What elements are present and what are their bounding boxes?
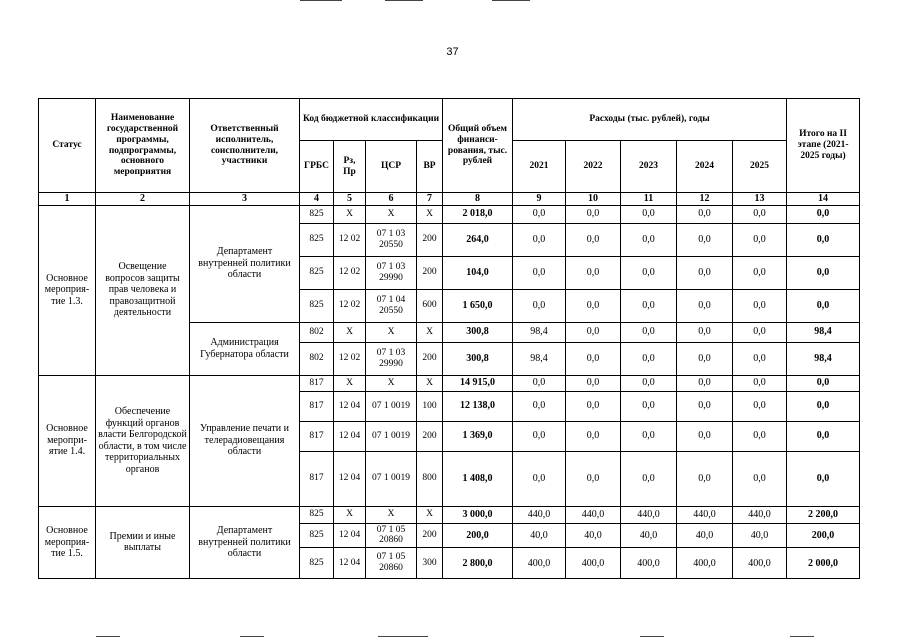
cell-year-2023: 0,0	[621, 256, 677, 289]
cell-year-2025: 440,0	[733, 506, 787, 523]
cell-total-volume: 300,8	[443, 322, 513, 342]
cell-grbs: 817	[300, 451, 334, 506]
cell-year-2021: 0,0	[513, 256, 566, 289]
cell-stage-total: 0,0	[787, 289, 860, 322]
cell-stage-total: 2 200,0	[787, 506, 860, 523]
cell-year-2023: 0,0	[621, 322, 677, 342]
header-year-2025: 2025	[733, 141, 787, 193]
header-year-2023: 2023	[621, 141, 677, 193]
cell-csr: X	[366, 506, 417, 523]
cell-year-2025: 0,0	[733, 375, 787, 391]
cell-grbs: 802	[300, 342, 334, 375]
cell-total-volume: 1 408,0	[443, 451, 513, 506]
cell-executor: Администрация Губернатора области	[190, 322, 300, 375]
cell-year-2024: 0,0	[677, 342, 733, 375]
cell-year-2023: 0,0	[621, 451, 677, 506]
cell-stage-total: 0,0	[787, 205, 860, 223]
cell-rzpr: 12 02	[334, 342, 366, 375]
cell-year-2025: 0,0	[733, 205, 787, 223]
cell-year-2023: 0,0	[621, 375, 677, 391]
cell-vr: X	[417, 322, 443, 342]
cell-year-2022: 0,0	[566, 421, 621, 451]
cell-year-2025: 0,0	[733, 342, 787, 375]
table-header	[39, 99, 860, 206]
cell-grbs: 825	[300, 223, 334, 256]
scan-artifact-top	[492, 0, 530, 1]
cell-year-2023: 40,0	[621, 523, 677, 548]
cell-csr: 07 1 0019	[366, 451, 417, 506]
page-number: 37	[446, 46, 459, 58]
cell-status: Основное мероприя-тие 1.3.	[39, 205, 96, 375]
cell-executor: Управление печати и телерадиовещания области	[190, 375, 300, 506]
cell-csr: X	[366, 205, 417, 223]
cell-rzpr: 12 04	[334, 451, 366, 506]
cell-year-2024: 0,0	[677, 205, 733, 223]
cell-year-2024: 0,0	[677, 223, 733, 256]
cell-vr: X	[417, 506, 443, 523]
cell-year-2025: 40,0	[733, 523, 787, 548]
header-status: Статус	[39, 99, 96, 193]
header-budget-code: Код бюджетной классификации	[300, 99, 443, 141]
cell-grbs: 817	[300, 421, 334, 451]
table-row	[39, 506, 860, 523]
header-executor: Ответственный исполнитель, соисполнители, участники	[190, 99, 300, 193]
scan-artifact-top	[385, 0, 423, 1]
cell-grbs: 825	[300, 205, 334, 223]
table-row	[39, 205, 860, 223]
cell-executor: Департамент внутренней политики области	[190, 506, 300, 579]
scan-artifact-top	[300, 0, 342, 1]
cell-year-2024: 0,0	[677, 256, 733, 289]
cell-measure-name: Премии и иные выплаты	[96, 506, 190, 579]
cell-csr: 07 1 0019	[366, 391, 417, 421]
column-number: 11	[621, 193, 677, 206]
cell-year-2025: 0,0	[733, 223, 787, 256]
cell-rzpr: 12 02	[334, 289, 366, 322]
column-number: 1	[39, 193, 96, 206]
cell-year-2023: 0,0	[621, 391, 677, 421]
column-number: 4	[300, 193, 334, 206]
cell-year-2021: 98,4	[513, 322, 566, 342]
column-number: 12	[677, 193, 733, 206]
scan-artifact-bottom	[790, 636, 814, 637]
cell-csr: 07 1 03 29990	[366, 342, 417, 375]
cell-year-2024: 0,0	[677, 451, 733, 506]
cell-rzpr: 12 02	[334, 256, 366, 289]
scan-artifact-bottom	[240, 636, 264, 637]
header-rzpr: Рз, Пр	[334, 141, 366, 193]
cell-year-2024: 40,0	[677, 523, 733, 548]
cell-year-2023: 0,0	[621, 205, 677, 223]
cell-csr: 07 1 04 20550	[366, 289, 417, 322]
cell-vr: 200	[417, 223, 443, 256]
budget-table	[38, 98, 860, 579]
cell-year-2022: 0,0	[566, 391, 621, 421]
column-number: 13	[733, 193, 787, 206]
cell-year-2022: 0,0	[566, 342, 621, 375]
cell-stage-total: 0,0	[787, 375, 860, 391]
cell-vr: 100	[417, 391, 443, 421]
cell-year-2023: 0,0	[621, 421, 677, 451]
cell-year-2021: 0,0	[513, 289, 566, 322]
cell-year-2021: 0,0	[513, 421, 566, 451]
cell-year-2024: 0,0	[677, 289, 733, 322]
cell-stage-total: 98,4	[787, 322, 860, 342]
header-stage-total: Итого на II этапе (2021-2025 годы)	[787, 99, 860, 193]
cell-year-2024: 0,0	[677, 375, 733, 391]
cell-vr: 200	[417, 421, 443, 451]
cell-rzpr: 12 04	[334, 391, 366, 421]
cell-stage-total: 0,0	[787, 421, 860, 451]
cell-total-volume: 3 000,0	[443, 506, 513, 523]
cell-year-2021: 400,0	[513, 548, 566, 579]
cell-rzpr: X	[334, 375, 366, 391]
table-row	[39, 375, 860, 391]
cell-total-volume: 200,0	[443, 523, 513, 548]
header-total-volume: Общий объем финанси-рования, тыс. рублей	[443, 99, 513, 193]
scan-artifact-bottom	[96, 636, 120, 637]
cell-year-2022: 40,0	[566, 523, 621, 548]
cell-year-2023: 0,0	[621, 289, 677, 322]
cell-total-volume: 104,0	[443, 256, 513, 289]
cell-stage-total: 98,4	[787, 342, 860, 375]
table-body	[39, 205, 860, 579]
cell-measure-name: Освещение вопросов защиты прав человека и правозащитной деятельности	[96, 205, 190, 375]
cell-year-2024: 0,0	[677, 322, 733, 342]
cell-vr: X	[417, 205, 443, 223]
header-csr: ЦСР	[366, 141, 417, 193]
cell-year-2022: 0,0	[566, 451, 621, 506]
column-number: 14	[787, 193, 860, 206]
cell-total-volume: 12 138,0	[443, 391, 513, 421]
cell-total-volume: 14 915,0	[443, 375, 513, 391]
cell-year-2023: 400,0	[621, 548, 677, 579]
header-year-2022: 2022	[566, 141, 621, 193]
scan-artifact-bottom	[378, 636, 428, 637]
cell-stage-total: 0,0	[787, 223, 860, 256]
header-name: Наименование государственной программы, подпрограммы, основного мероприятия	[96, 99, 190, 193]
cell-year-2021: 98,4	[513, 342, 566, 375]
column-number: 7	[417, 193, 443, 206]
cell-year-2022: 0,0	[566, 205, 621, 223]
column-number: 2	[96, 193, 190, 206]
cell-grbs: 825	[300, 289, 334, 322]
scan-artifact-bottom	[640, 636, 664, 637]
column-number: 9	[513, 193, 566, 206]
column-number: 8	[443, 193, 513, 206]
column-number: 5	[334, 193, 366, 206]
cell-year-2023: 0,0	[621, 223, 677, 256]
cell-year-2021: 440,0	[513, 506, 566, 523]
cell-executor: Департамент внутренней политики области	[190, 205, 300, 322]
cell-year-2021: 0,0	[513, 451, 566, 506]
cell-vr: X	[417, 375, 443, 391]
cell-stage-total: 200,0	[787, 523, 860, 548]
cell-year-2022: 400,0	[566, 548, 621, 579]
cell-rzpr: X	[334, 205, 366, 223]
header-year-2024: 2024	[677, 141, 733, 193]
cell-year-2022: 440,0	[566, 506, 621, 523]
cell-year-2022: 0,0	[566, 289, 621, 322]
cell-year-2024: 440,0	[677, 506, 733, 523]
cell-status: Основное меропри-ятие 1.4.	[39, 375, 96, 506]
header-year-2021: 2021	[513, 141, 566, 193]
cell-total-volume: 2 018,0	[443, 205, 513, 223]
cell-csr: 07 1 03 29990	[366, 256, 417, 289]
cell-year-2021: 0,0	[513, 375, 566, 391]
cell-stage-total: 0,0	[787, 256, 860, 289]
column-number: 3	[190, 193, 300, 206]
cell-rzpr: X	[334, 506, 366, 523]
cell-total-volume: 1 369,0	[443, 421, 513, 451]
cell-vr: 600	[417, 289, 443, 322]
cell-year-2023: 440,0	[621, 506, 677, 523]
cell-grbs: 825	[300, 523, 334, 548]
cell-grbs: 825	[300, 548, 334, 579]
cell-total-volume: 1 650,0	[443, 289, 513, 322]
cell-year-2024: 0,0	[677, 421, 733, 451]
cell-year-2025: 0,0	[733, 421, 787, 451]
cell-vr: 200	[417, 342, 443, 375]
cell-rzpr: 12 04	[334, 421, 366, 451]
cell-grbs: 825	[300, 506, 334, 523]
cell-year-2021: 40,0	[513, 523, 566, 548]
cell-year-2022: 0,0	[566, 322, 621, 342]
column-number: 10	[566, 193, 621, 206]
cell-grbs: 825	[300, 256, 334, 289]
cell-status: Основное мероприя-тие 1.5.	[39, 506, 96, 579]
cell-year-2025: 0,0	[733, 289, 787, 322]
cell-year-2022: 0,0	[566, 223, 621, 256]
cell-total-volume: 2 800,0	[443, 548, 513, 579]
column-number: 6	[366, 193, 417, 206]
cell-rzpr: 12 04	[334, 523, 366, 548]
cell-csr: 07 1 05 20860	[366, 523, 417, 548]
cell-year-2022: 0,0	[566, 256, 621, 289]
cell-stage-total: 2 000,0	[787, 548, 860, 579]
cell-year-2021: 0,0	[513, 223, 566, 256]
cell-year-2022: 0,0	[566, 375, 621, 391]
cell-year-2025: 400,0	[733, 548, 787, 579]
cell-csr: 07 1 0019	[366, 421, 417, 451]
cell-year-2025: 0,0	[733, 256, 787, 289]
cell-vr: 300	[417, 548, 443, 579]
cell-total-volume: 300,8	[443, 342, 513, 375]
cell-csr: X	[366, 375, 417, 391]
cell-grbs: 817	[300, 375, 334, 391]
cell-stage-total: 0,0	[787, 391, 860, 421]
header-vr: ВР	[417, 141, 443, 193]
cell-measure-name: Обеспечение функций органов власти Белгородской области, в том числе территориальных органов	[96, 375, 190, 506]
cell-stage-total: 0,0	[787, 451, 860, 506]
cell-year-2024: 400,0	[677, 548, 733, 579]
cell-total-volume: 264,0	[443, 223, 513, 256]
cell-rzpr: X	[334, 322, 366, 342]
cell-rzpr: 12 04	[334, 548, 366, 579]
header-grbs: ГРБС	[300, 141, 334, 193]
cell-grbs: 817	[300, 391, 334, 421]
cell-year-2024: 0,0	[677, 391, 733, 421]
cell-csr: X	[366, 322, 417, 342]
cell-year-2025: 0,0	[733, 391, 787, 421]
column-number-row	[39, 193, 860, 206]
cell-rzpr: 12 02	[334, 223, 366, 256]
cell-year-2021: 0,0	[513, 391, 566, 421]
cell-vr: 200	[417, 256, 443, 289]
cell-year-2025: 0,0	[733, 322, 787, 342]
cell-year-2023: 0,0	[621, 342, 677, 375]
cell-vr: 800	[417, 451, 443, 506]
cell-grbs: 802	[300, 322, 334, 342]
cell-year-2025: 0,0	[733, 451, 787, 506]
cell-vr: 200	[417, 523, 443, 548]
header-expenses: Расходы (тыс. рублей), годы	[513, 99, 787, 141]
cell-csr: 07 1 03 20550	[366, 223, 417, 256]
cell-year-2021: 0,0	[513, 205, 566, 223]
cell-csr: 07 1 05 20860	[366, 548, 417, 579]
